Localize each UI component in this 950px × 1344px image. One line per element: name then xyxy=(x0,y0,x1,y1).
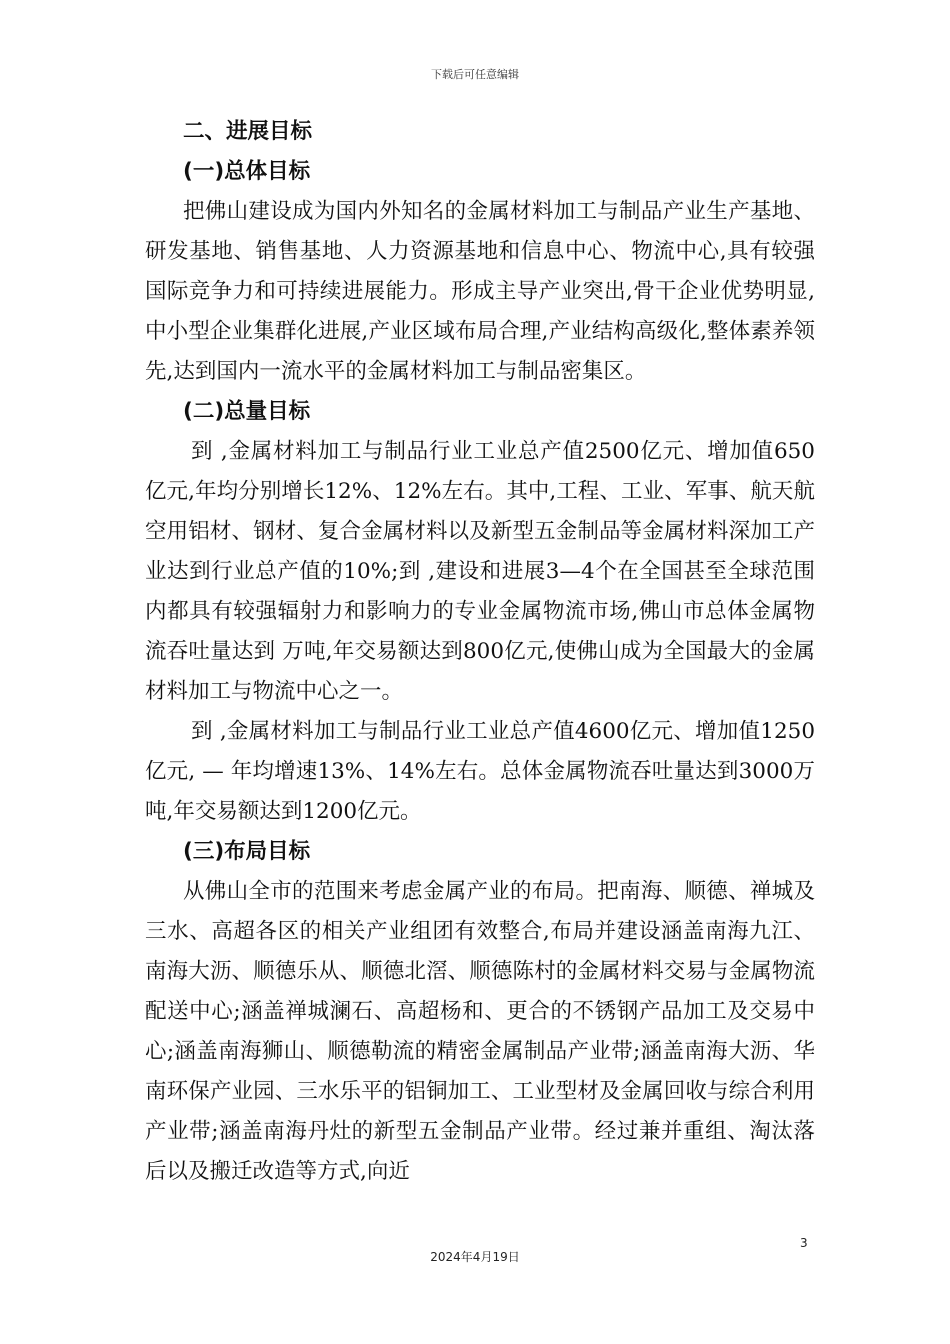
paragraph-overall-goal: 把佛山建设成为国内外知名的金属材料加工与制品产业生产基地、研发基地、销售基地、人力资源基地和信息中心、物流中心,具有较强国际竞争力和可持续进展能力。形成主导产业突出,骨干企业优势明显,中小型企业集群化进展,产业区域布局合理,产业结构高级化,整体素养领先,达到国内一流水平的金属材料加工与制品密集区。 xyxy=(145,199,815,384)
subsection-title-total: (二)总量目标 xyxy=(183,399,311,424)
document-body xyxy=(145,112,815,1192)
section-title: 二、进展目标 xyxy=(183,119,313,144)
subsection-title-layout: (三)布局目标 xyxy=(183,839,311,864)
page-number: 3 xyxy=(800,1236,808,1250)
paragraph-total-goal-1: 到 ,金属材料加工与制品行业工业总产值2500亿元、增加值650亿元,年均分别增长12%、12%左右。其中,工程、工业、军事、航天航空用铝材、钢材、复合金属材料以及新型五金制品等金属材料深加工产业达到行业总产值的10%;到 ,建设和进展3—4个在全国甚至全球范围内都具有较强辐射力和影响力的专业金属物流市场,佛山市总体金属物流吞吐量达到 万吨,年交易额达到800亿元,使佛山成为全国最大的金属材料加工与物流中心之一。 xyxy=(145,439,815,704)
paragraph-layout-goal: 从佛山全市的范围来考虑金属产业的布局。把南海、顺德、禅城及三水、高超各区的相关产业组团有效整合,布局并建设涵盖南海九江、南海大沥、顺德乐从、顺德北滘、顺德陈村的金属材料交易与金属物流配送中心;涵盖禅城澜石、高超杨和、更合的不锈钢产品加工及交易中心;涵盖南海狮山、顺德勒流的精密金属制品产业带;涵盖南海大沥、华南环保产业园、三水乐平的铝铜加工、工业型材及金属回收与综合利用产业带;涵盖南海丹灶的新型五金制品产业带。经过兼并重组、淘汰落后以及搬迁改造等方式,向近 xyxy=(145,879,815,1184)
header-note: 下载后可任意编辑 xyxy=(431,68,519,81)
paragraph-total-goal-2: 到 ,金属材料加工与制品行业工业总产值4600亿元、增加值1250亿元, — 年均增速13%、14%左右。总体金属物流吞吐量达到3000万吨,年交易额达到1200亿元。 xyxy=(145,719,815,824)
subsection-title-overall: (一)总体目标 xyxy=(183,159,311,184)
footer-date: 2024年4月19日 xyxy=(430,1250,520,1264)
